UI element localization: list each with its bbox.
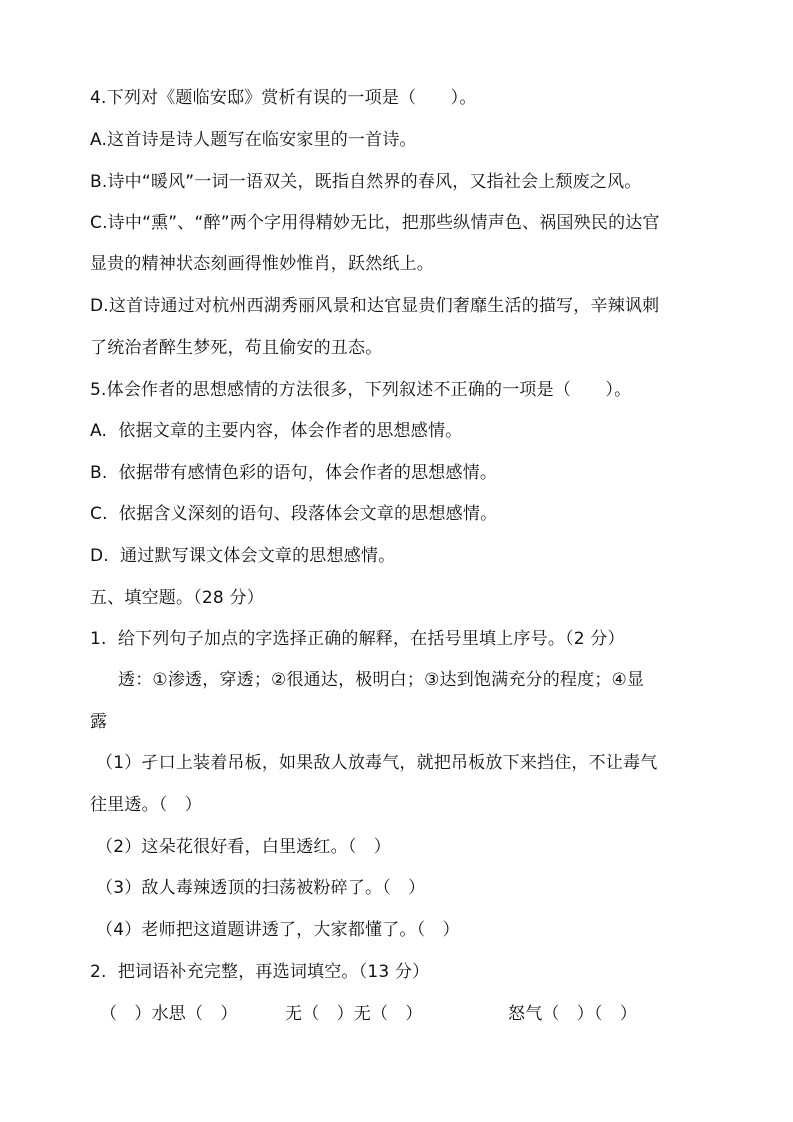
q5-stem: 5.体会作者的思想感情的方法很多，下列叙述不正确的一项是（ ）。 xyxy=(90,380,632,400)
q5-option-d: D. 通过默写课文体会文章的思想感情。 xyxy=(90,546,396,566)
section-heading: 五、填空题。（28 分） xyxy=(90,588,264,608)
fill1-sentence1-line1: （1）孑口上装着吊板，如果敌人放毒气，就把吊板放下来挡住，不让毒气 xyxy=(96,753,658,773)
q4-option-a: A.这首诗是诗人题写在临安家里的一首诗。 xyxy=(90,130,417,150)
q4-option-c-line1: C.诗中“熏”、“醉”两个字用得精妙无比，把那些纵情声色、祸国殃民的达官 xyxy=(90,213,660,233)
fill2-word2: 无（ ）无（ ） xyxy=(285,1004,423,1024)
q4-stem: 4.下列对《题临安邸》赏析有误的一项是（ ）。 xyxy=(90,88,477,108)
fill1-stem: 1. 给下列句子加点的字选择正确的解释，在括号里填上序号。（2 分） xyxy=(90,629,625,649)
fill2-word3: 怒气（ ）（ ） xyxy=(508,1004,638,1024)
q5-option-b: B. 依据带有感情色彩的语句，体会作者的思想感情。 xyxy=(90,463,498,483)
fill1-definition-line2: 露 xyxy=(90,712,108,732)
q4-option-c-line2: 显贵的精神状态刻画得惟妙惟肖，跃然纸上。 xyxy=(90,254,434,274)
fill2-word1: （ ）水思（ ） xyxy=(100,1004,238,1024)
fill2-stem: 2. 把词语补充完整，再选词填空。（13 分） xyxy=(90,962,430,982)
fill1-sentence4: （4）老师把这道题讲透了，大家都懂了。（ ） xyxy=(96,920,460,940)
q4-option-b: B.诗中“暖风”一词一语双关，既指自然界的春风，又指社会上颓废之风。 xyxy=(90,172,642,192)
fill1-sentence2: （2）这朵花很好看，白里透红。（ ） xyxy=(96,837,391,857)
fill1-sentence3: （3）敌人毒辣透顶的扫荡被粉碎了。（ ） xyxy=(96,878,426,898)
q4-option-d-line2: 了统治者醉生梦死，苟且偷安的丑态。 xyxy=(90,338,383,358)
q5-option-a: A. 依据文章的主要内容，体会作者的思想感情。 xyxy=(90,421,463,441)
fill1-sentence1-line2: 往里透。（ ） xyxy=(90,795,202,815)
fill1-definition-line1: 透：①渗透，穿透；②很通达，极明白；③达到饱满充分的程度；④显 xyxy=(118,670,645,690)
q4-option-d-line1: D.这首诗通过对杭州西湖秀丽风景和达官显贵们奢靡生活的描写，辛辣讽刺 xyxy=(90,296,660,316)
q5-option-c: C. 依据含义深刻的语句、段落体会文章的思想感情。 xyxy=(90,504,498,524)
